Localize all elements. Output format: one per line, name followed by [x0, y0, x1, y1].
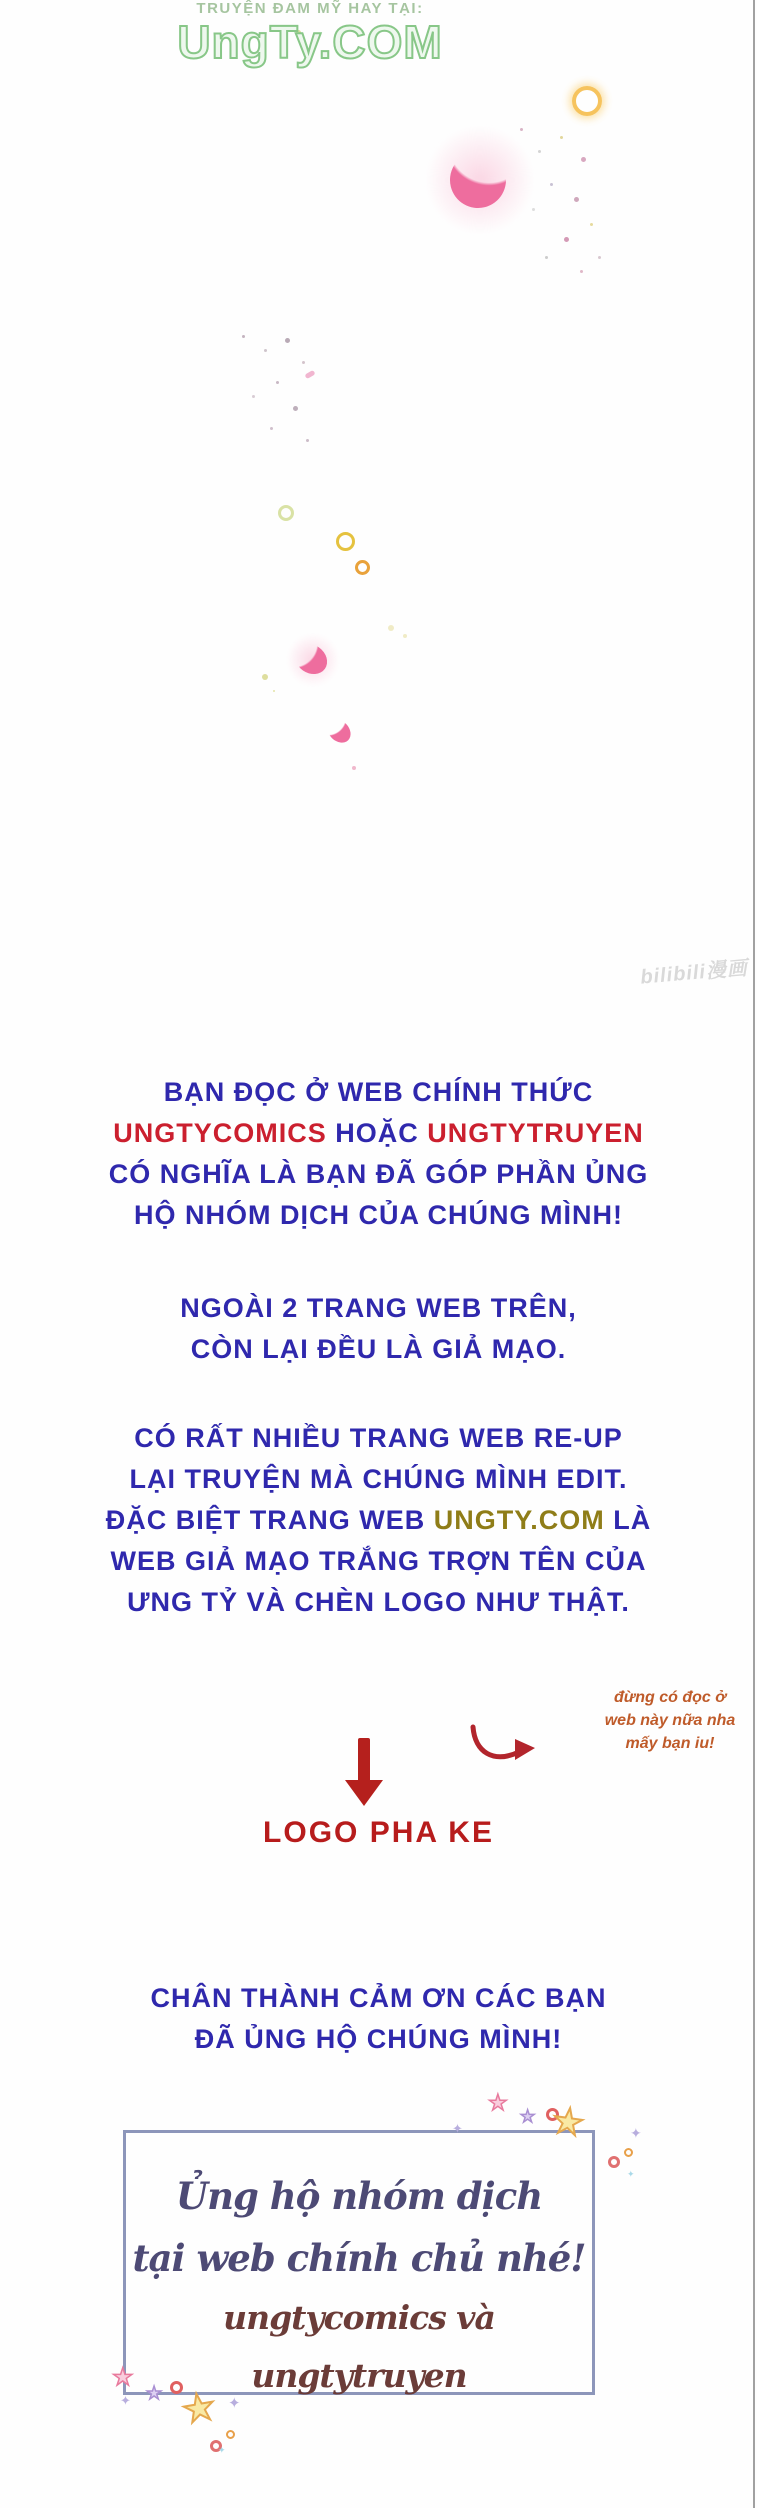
fake-logo-tagline: TRUYỆN ĐAM MỸ HAY TẠI:	[196, 0, 424, 17]
star-icon: ★	[178, 2385, 220, 2433]
fake-logo-label: LOGO PHA KE	[263, 1816, 494, 1849]
ring-sparkle-icon	[278, 505, 294, 521]
sparkle-icon: ✦	[120, 2393, 131, 2408]
hand-note-line: đừng có đọc ở	[614, 1689, 726, 1706]
hand-note-line: web này nữa nha	[604, 1712, 736, 1729]
sparkle-dot-icon	[352, 766, 356, 770]
star-icon: ★	[549, 2098, 588, 2145]
sparkle-dot-icon	[388, 625, 394, 631]
support-box	[123, 2130, 595, 2395]
sparkle-icon: ✦	[228, 2395, 241, 2412]
notice-paragraph-1	[0, 1072, 757, 1236]
official-site-1: UNGTYCOMICS	[113, 1118, 327, 1148]
notice-conjunction: HOẶC	[326, 1118, 428, 1148]
glow-ring-icon	[572, 86, 602, 116]
petal-streak-icon	[304, 370, 315, 379]
page-edge-line	[753, 0, 755, 2508]
star-icon: ★	[520, 2107, 536, 2126]
notice-line: NGOÀI 2 TRANG WEB TRÊN,	[180, 1293, 577, 1323]
sparkle-dot-icon	[262, 674, 268, 680]
fake-logo-site: UngTy.COM	[177, 16, 443, 68]
hand-note	[585, 1686, 755, 1755]
notice-line: HỘ NHÓM DỊCH CỦA CHÚNG MÌNH!	[134, 1200, 623, 1230]
ring-sparkle-icon	[355, 560, 370, 575]
notice-fragment: LÀ	[604, 1505, 652, 1535]
ring-sparkle-icon	[226, 2430, 235, 2439]
cherry-petal-icon	[323, 715, 356, 748]
notice-line: BẠN ĐỌC Ở WEB CHÍNH THỨC	[163, 1077, 594, 1107]
star-icon: ★	[146, 2383, 163, 2403]
sparkle-icon: ✦	[630, 2125, 642, 2141]
notice-line: CÓ RẤT NHIỀU TRANG WEB RE-UP	[134, 1423, 623, 1453]
notice-line: WEB GIẢ MẠO TRẮNG TRỢN TÊN CỦA	[110, 1546, 647, 1576]
fake-logo	[0, 0, 620, 67]
arrow-head	[345, 1780, 383, 1806]
thanks-line: CHÂN THÀNH CẢM ƠN CÁC BẠN	[150, 1983, 607, 2013]
bilibili-watermark	[639, 951, 749, 989]
ring-sparkle-icon	[336, 532, 355, 551]
arrow-shaft	[358, 1738, 370, 1782]
notice-line	[0, 1500, 757, 1541]
down-arrow-icon	[345, 1738, 383, 1806]
notice-line	[0, 1113, 757, 1154]
notice-line: CÒN LẠI ĐỀU LÀ GIẢ MẠO.	[190, 1334, 567, 1364]
ring-sparkle-icon	[624, 2148, 633, 2157]
support-line: Ủng hộ nhóm dịch	[175, 2174, 543, 2218]
fake-site-url: UNGTY.COM	[433, 1505, 605, 1535]
hand-note-line: mấy bạn iu!	[625, 1735, 715, 1752]
sparkle-dust-icon	[242, 335, 245, 338]
curved-arrow-icon	[465, 1722, 545, 1770]
star-icon: ★	[488, 2090, 508, 2115]
notice-line: ƯNG TỶ VÀ CHÈN LOGO NHƯ THẬT.	[127, 1587, 630, 1617]
ring-sparkle-icon	[608, 2156, 620, 2168]
notice-paragraph-3	[0, 1418, 757, 1623]
sparkle-dust-icon	[520, 128, 523, 131]
official-site-2: UNGTYTRUYEN	[427, 1118, 644, 1148]
notice-fragment: ĐẶC BIỆT TRANG WEB	[105, 1505, 434, 1535]
support-sites: ungtycomics và ungtytruyen	[223, 2298, 495, 2395]
notice-line: CÓ NGHĨA LÀ BẠN ĐÃ GÓP PHẦN ỦNG	[108, 1159, 649, 1189]
notice-paragraph-2	[0, 1288, 757, 1370]
thanks-line: ĐÃ ỦNG HỘ CHÚNG MÌNH!	[194, 2024, 563, 2054]
star-icon: ★	[112, 2364, 134, 2391]
support-line: tại web chính chủ nhé!	[132, 2236, 586, 2280]
notice-line: LẠI TRUYỆN MÀ CHÚNG MÌNH EDIT.	[129, 1464, 628, 1494]
sparkle-icon: ✦	[218, 2445, 226, 2455]
sparkle-icon: ✦	[627, 2169, 635, 2179]
thanks-paragraph	[0, 1978, 757, 2060]
watermark-text: bilibili漫画	[639, 957, 749, 989]
sparkle-icon: ✦	[452, 2121, 463, 2136]
